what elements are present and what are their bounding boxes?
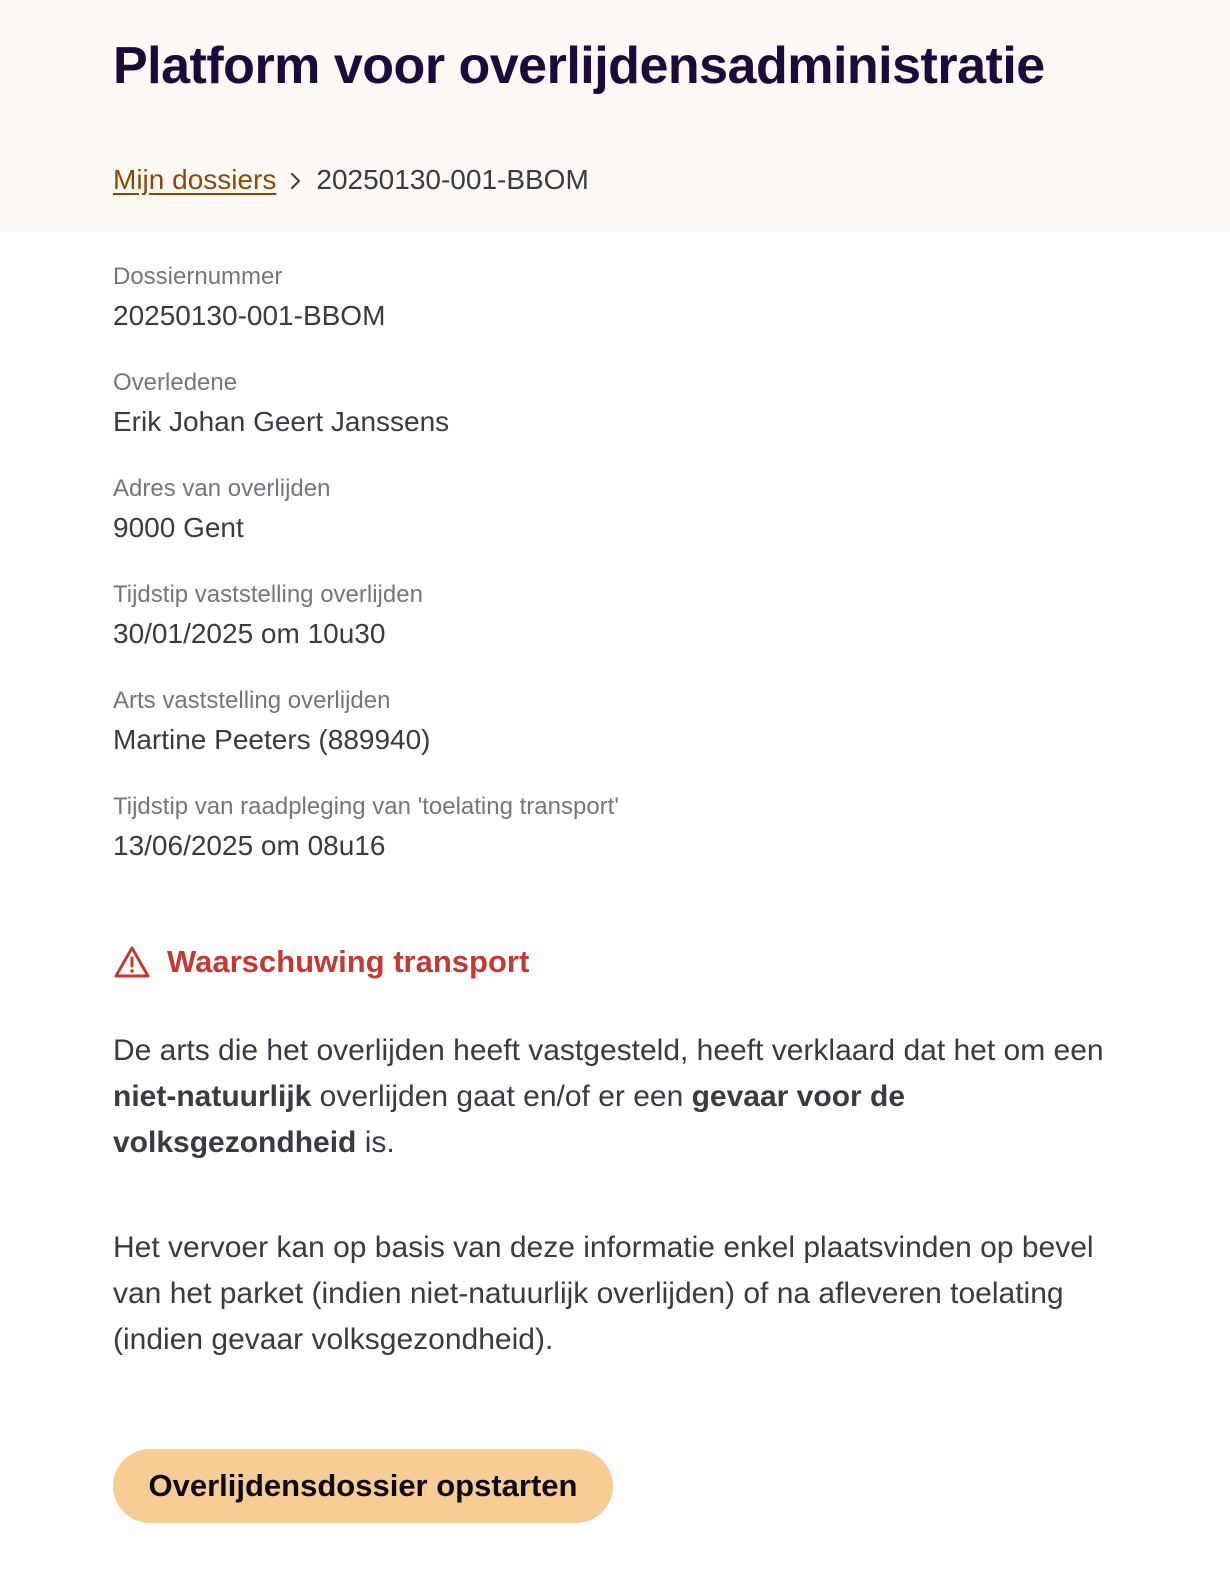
field-tijdstip-raadpleging xyxy=(113,792,619,898)
field-value: 13/06/2025 om 08u16 xyxy=(113,830,386,861)
warning-text-part: is. xyxy=(356,1126,395,1159)
warning-paragraph-2: Het vervoer kan op basis van deze informatie enkel plaatsvinden op bevel van het parket (indien niet-natuurlijk overlijden) of na afleveren toelating (indien gevaar volksgezondheid). xyxy=(113,1231,1094,1356)
field-label: Adres van overlijden xyxy=(113,475,331,502)
warning-title: Waarschuwing transport xyxy=(167,944,530,979)
field-value: Martine Peeters (889940) xyxy=(113,724,431,755)
app-title: Platform voor overlijdensadministratie xyxy=(113,37,1045,95)
field-arts xyxy=(113,686,619,792)
warning-paragraph-1 xyxy=(113,1028,1123,1166)
dossier-details xyxy=(113,262,619,898)
start-death-dossier-button[interactable]: Overlijdensdossier opstarten xyxy=(113,1449,613,1523)
field-label: Arts vaststelling overlijden xyxy=(113,687,391,714)
transport-warning xyxy=(113,940,1123,1363)
warning-icon xyxy=(113,945,151,979)
field-label: Overledene xyxy=(113,369,238,396)
field-adres xyxy=(113,474,619,580)
field-value: 20250130-001-BBOM xyxy=(113,300,386,331)
warning-heading xyxy=(113,940,1123,984)
warning-text-part: De arts die het overlijden heeft vastgesteld, heeft verklaard dat het om een xyxy=(113,1034,1104,1067)
breadcrumb-link-my-dossiers[interactable]: Mijn dossiers xyxy=(113,164,277,195)
chevron-right-icon xyxy=(276,165,316,195)
field-value: Erik Johan Geert Janssens xyxy=(113,406,450,437)
field-label: Dossiernummer xyxy=(113,263,283,290)
page-header xyxy=(0,0,1230,232)
warning-text-bold: gevaar voor de volksgezondheid xyxy=(113,1080,906,1159)
warning-text-part: overlijden gaat en/of er een xyxy=(311,1080,692,1113)
field-value: 9000 Gent xyxy=(113,512,244,543)
field-label: Tijdstip van raadpleging van 'toelating transport' xyxy=(113,793,619,820)
field-dossiernummer xyxy=(113,262,619,368)
field-value: 30/01/2025 om 10u30 xyxy=(113,618,386,649)
warning-text-bold: niet-natuurlijk xyxy=(113,1080,312,1113)
field-tijdstip-vaststelling xyxy=(113,580,619,686)
field-overledene xyxy=(113,368,619,474)
field-label: Tijdstip vaststelling overlijden xyxy=(113,581,423,608)
breadcrumb xyxy=(113,164,589,196)
breadcrumb-current: 20250130-001-BBOM xyxy=(316,164,589,195)
